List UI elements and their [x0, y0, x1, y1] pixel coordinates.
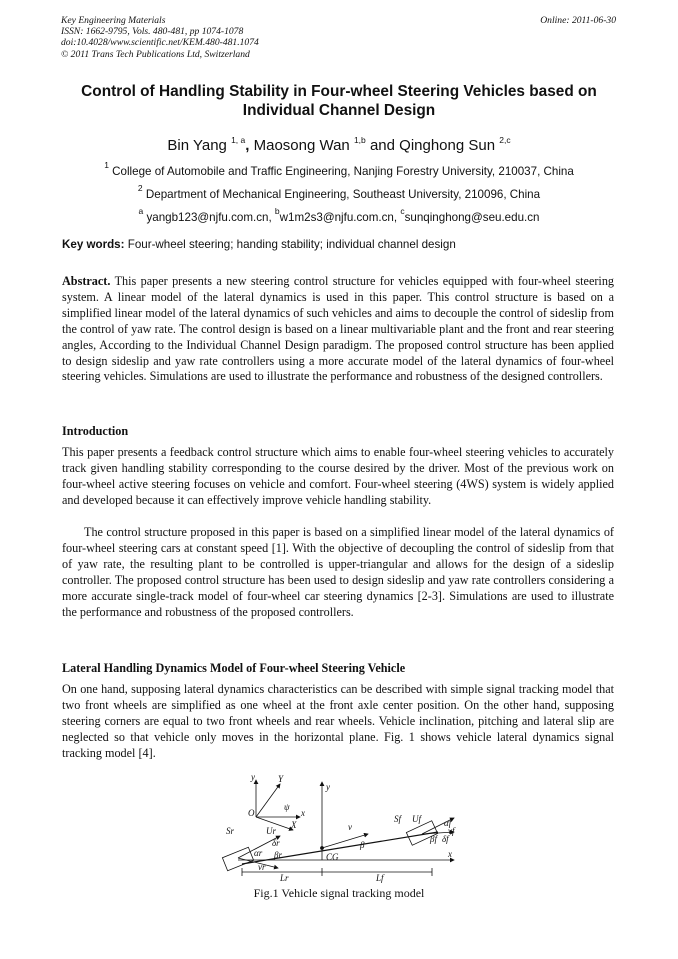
journal-header	[61, 15, 259, 60]
label-beta: β	[360, 840, 365, 850]
title-line-1: Control of Handling Stability in Four-wheel Steering Vehicles based on	[81, 83, 597, 100]
model-paragraph-1: On one hand, supposing lateral dynamics characteristics can be described with simple signal tracking model that two front wheels are simplified as one wheel at the front axle center position. On the other hand, supposing steering corners are equal to two front wheels and rear wheels. Vehicle inclination, pitching and lateral slip are neglected so that vehicle only moves in the horizontal plane. Fig. 1 shows vehicle lateral dynamics signal tracking model [4].	[62, 682, 614, 760]
label-main-x: x	[448, 849, 452, 859]
keywords-label: Key words:	[62, 238, 125, 251]
copyright: © 2011 Trans Tech Publications Ltd, Switzerland	[61, 48, 250, 60]
aff1-sup: 1	[104, 160, 109, 170]
paper-title	[40, 82, 638, 120]
affiliation-2	[40, 181, 638, 202]
label-Uf: Uf	[412, 814, 421, 824]
email-b: w1m2s3@njfu.com.cn,	[279, 211, 398, 224]
cg-point	[321, 847, 324, 850]
abstract-label: Abstract.	[62, 274, 111, 288]
author-list: Bin Yang $^{1, a}$, Maosong Wan $^{1,b}$ and Qinghong Sun $^{2,c}$	[167, 135, 511, 154]
aff1-text: College of Automobile and Traffic Engineering, Nanjing Forestry University, 210037, China	[112, 165, 574, 178]
label-Ur: Ur	[266, 826, 277, 836]
label-vf: vf	[448, 826, 455, 836]
label-CG: CG	[326, 852, 339, 862]
title-line-2: Individual Channel Design	[242, 102, 436, 119]
label-delta-f: δf	[442, 834, 449, 844]
vehicle-model-figure	[218, 772, 458, 884]
journal-name: Key Engineering Materials	[61, 15, 166, 26]
label-psi: ψ	[284, 802, 290, 812]
issn: ISSN: 1662-9795, Vols. 480-481, pp 1074-1078	[61, 26, 244, 38]
label-Y: Y	[278, 774, 284, 784]
rear-wheel	[222, 847, 253, 870]
label-x: x	[301, 808, 305, 818]
email-a-sup: a	[138, 206, 144, 216]
label-alpha-r: αr	[254, 848, 263, 858]
author-3-sup: 2,c	[499, 135, 511, 145]
intro-heading: Introduction	[62, 424, 129, 438]
author-2-sup: 1,b	[353, 135, 366, 145]
label-vr: vr	[258, 862, 266, 872]
author-and: and	[369, 137, 395, 154]
email-b-sup: b	[274, 206, 280, 216]
label-beta-r: βr	[274, 850, 282, 860]
email-c: sunqinghong@seu.edu.cn	[404, 211, 540, 224]
model-heading: Lateral Handling Dynamics Model of Four-wheel Steering Vehicle	[62, 661, 406, 675]
label-main-y: y	[326, 782, 330, 792]
label-alpha-f: αf	[444, 818, 452, 828]
affiliation-1	[40, 158, 638, 179]
figure-caption: Fig.1 Vehicle signal tracking model	[253, 886, 425, 900]
abstract	[62, 274, 614, 385]
email-line	[40, 204, 638, 225]
label-y: y	[251, 772, 255, 782]
email-c-sup: c	[400, 206, 405, 216]
label-O: O	[248, 808, 255, 818]
label-Lf: Lf	[376, 873, 384, 883]
label-X: X	[291, 820, 297, 830]
abstract-text: This paper presents a new steering control structure for vehicles equipped with four-wheel steering system. A linear model of the lateral dynamics is used in this paper. This control structure is based on a simplified linear model of the lateral dynamics of such vehicles and aims to decouple the control of sideslip from the control of yaw rate. The control design is based on a linear multivariable plant and the front and rear steering angles, According to the Individual Channel Design paradigm. The proposed control structure has been applied to design sideslip and yaw rate controllers using a more accurate model of the lateral dynamics of four-wheel steering vehicles. Simulations are used to illustrate the performance and robustness of the designed controllers.	[62, 274, 615, 384]
label-Lr: Lr	[280, 873, 289, 883]
author-1-sup: 1, a	[231, 135, 246, 145]
author-3: Qinghong Sun	[399, 137, 496, 154]
label-v: v	[348, 822, 352, 832]
online-date: Online: 2011-06-30	[540, 15, 616, 26]
label-Sr: Sr	[226, 826, 235, 836]
intro-paragraph-1: This paper presents a feedback control structure which aims to enable four-wheel steering vehicles to accurately track given handling stability corresponding to the course desired by the driver. Most of the previous work on four-wheel active steering focuses on vehicle and comfort. Four-wheel steering (4WS) system is widely applied and developed because it can effectively improve vehicle handling stability.	[62, 445, 614, 507]
label-delta-r: δr	[272, 838, 280, 848]
aff2-sup: 2	[137, 183, 143, 193]
keywords	[62, 238, 456, 251]
email-a: yangb123@njfu.com.cn,	[146, 211, 272, 224]
author-2: Maosong Wan	[253, 137, 350, 154]
label-beta-f: βf	[430, 834, 437, 844]
intro-paragraph-2: The control structure proposed in this paper is based on a simplified linear model of the lateral dynamics of four-wheel steering cars at constant speed [1]. With the objective of decoupling the control of sideslip from that of yaw rate, the resulting plant to be controlled is upper-triangular and allows for the design of a sideslip controller. The proposed control structure has been used to design sideslip and yaw rate controllers considering a more accurate single-track model of four-wheel car steering dynamics [2-3]. Simulations are used to illustrate the performance and robustness of the proposed controllers.	[62, 525, 614, 619]
keywords-text: Four-wheel steering; handing stability; individual channel design	[127, 238, 456, 251]
author-1: Bin Yang	[167, 137, 227, 154]
aff2-text: Department of Mechanical Engineering, Southeast University, 210096, China	[145, 188, 541, 201]
label-Sf: Sf	[394, 814, 402, 824]
doi: doi:10.4028/www.scientific.net/KEM.480-481.1074	[61, 37, 259, 49]
small-Y-axis	[256, 784, 280, 817]
